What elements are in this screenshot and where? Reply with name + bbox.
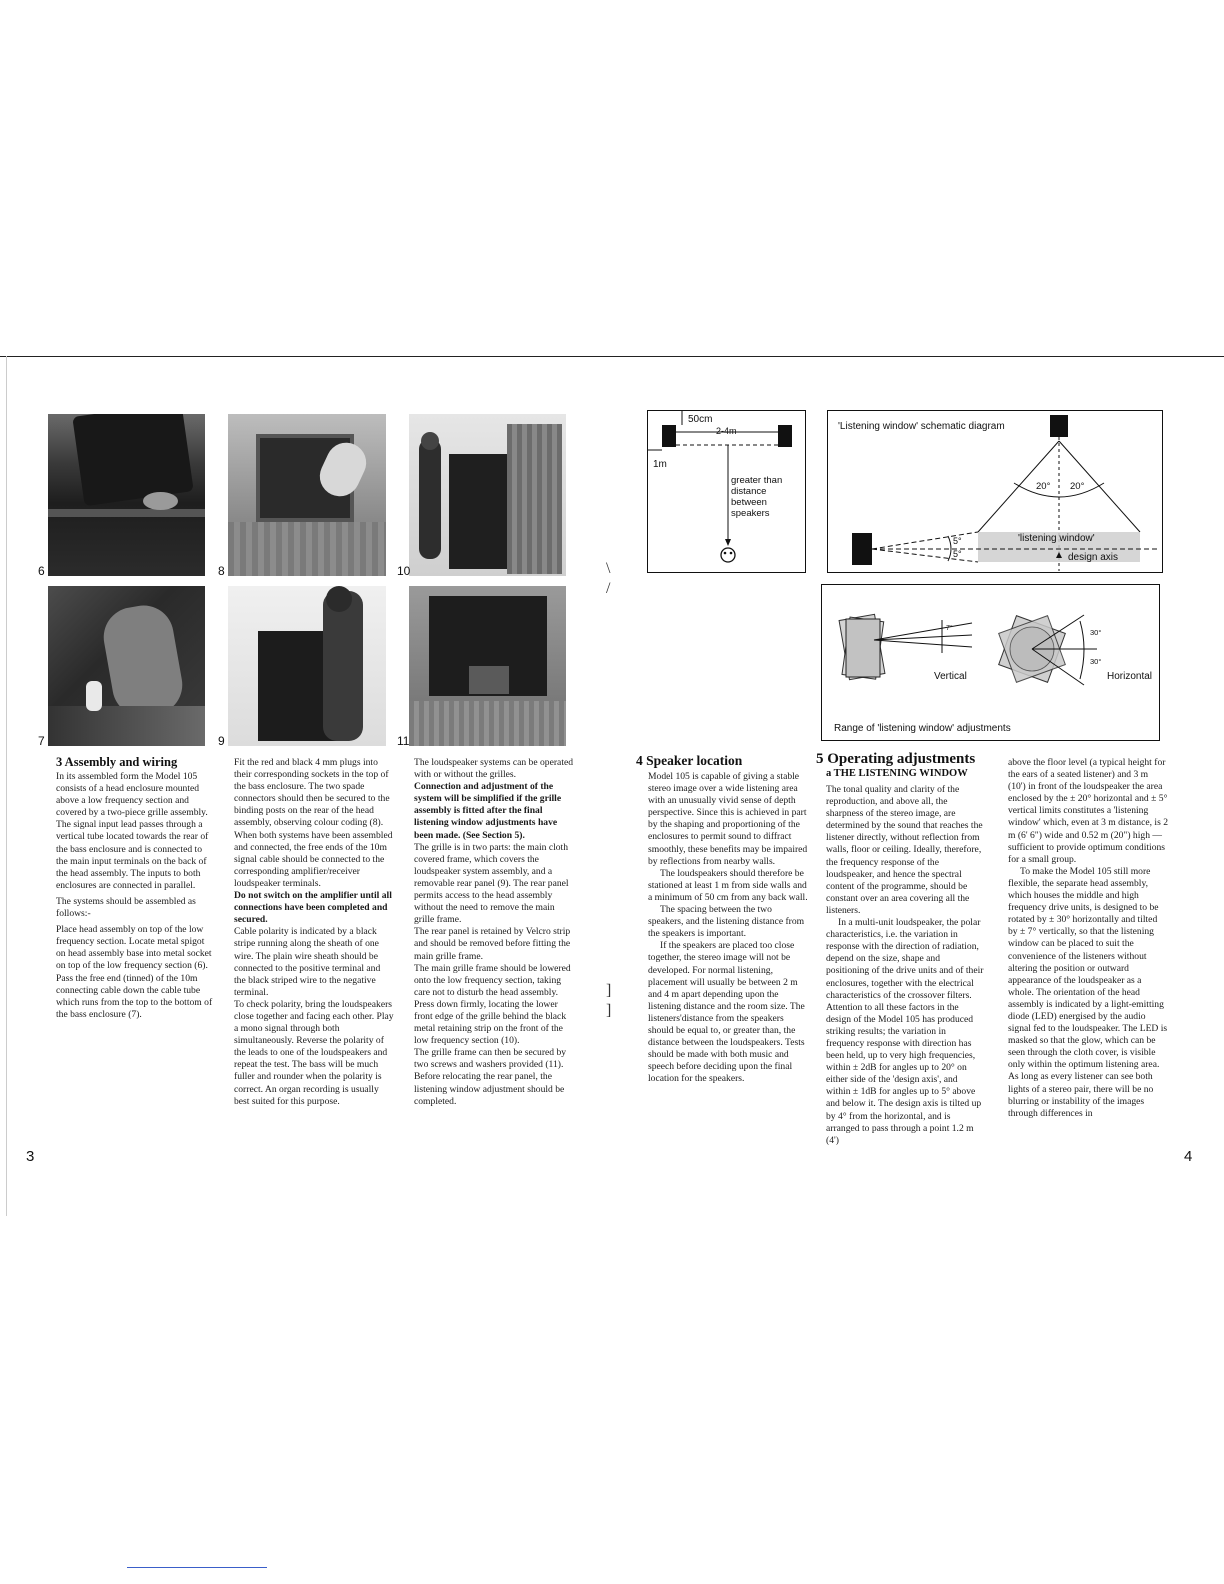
page-number-right: 4: [1184, 1148, 1193, 1165]
range-adjustments-diagram: [821, 584, 1160, 741]
label-greater-distance: [731, 475, 782, 519]
paragraph: Fit the red and black 4 mm plugs into their corresponding sockets in the top of the bass enclosure. The two spade connectors should then be secured to the binding posts on the rear of the head assembly, observing colour coding (8).: [234, 757, 390, 829]
paragraph: The rear panel is retained by Velcro strip and should be removed before fitting the main grille frame.: [414, 926, 571, 962]
paragraph: The tonal quality and clarity of the reproduction, and above all, the sharpness of the stereo image, are determined by the sound that reaches the listener directly, without reflection from walls, floor or ceiling. Ideally, therefore, the frequency response of the loudspeaker, and hence the spectral content of the programme, should be constant over an area covering all the listeners.: [826, 784, 983, 916]
photo-11: [409, 586, 566, 746]
bold-warning: Do not switch on the amplifier until all connections have been completed and secured.: [234, 890, 392, 926]
figure-8-label: 8: [218, 564, 225, 578]
section-4-column: [648, 771, 808, 1085]
angle-right-20: 20°: [1070, 481, 1085, 492]
fold-mark: ]: [606, 1002, 612, 1019]
paragraph: When both systems have been assembled and connected, the free ends of the 10m signal cable should be connected to the corresponding amplifier/receiver loudspeaker terminals.: [234, 829, 393, 889]
angle-vertical-7: 7°: [946, 625, 953, 632]
bottom-link-rule: [127, 1567, 267, 1568]
section-3-heading: 3 Assembly and wiring: [56, 755, 178, 769]
bold-note: Connection and adjustment of the system will be simplified if the grille assembly is fitted after the final listening window adjustments have been made. (See Section 5).: [414, 781, 562, 841]
paragraph: To make the Model 105 still more flexible, the separate head assembly, which houses the middle and high frequency drive units, is designed to be rotated by ± 30° horizontally and tilted by ± 7° vertically, so that the listening window can be placed to suit the convenience of the listeners without altering the position or outward appearance of the loudspeaker as a whole. The orientation of the head assembly is indicated by a light-emitting diode (LED) energised by the audio signal fed to the loudspeaker. The LED is masked so that the glow, which can be seen through the cloth cover, is visible only within the optimum listening area. As long as every listener can see both lights of a stereo pair, there will be no blurring or instability of the images through differences in: [1008, 865, 1168, 1119]
paragraph: Model 105 is capable of giving a stable stereo image over a wide listening area with an unusually vivid sense of depth perspective. Since this is achieved in part by the shaping and proportioning of the enclosures to permit sound to diffract smoothly, these benefits may be impaired by reflections from nearby walls.: [648, 771, 808, 867]
paragraph: The loudspeakers should therefore be stationed at least 1 m from side walls and a minimum of 50 cm from any back wall.: [648, 867, 808, 903]
label-line: distance: [731, 486, 767, 497]
figure-10-label: 10: [397, 564, 411, 578]
listening-window-label: 'listening window': [1018, 533, 1095, 544]
photo-10: [409, 414, 566, 576]
paragraph: above the floor level (a typical height for the ears of a seated listener) and 3 m (10') in front of the loudspeaker the area enclosed by the ± 20° horizontal and ± 5° vertical limits constitutes a 'listening window' which, even at 3 m distance, is 2 m (6' 6") wide and 0.52 m (20") high — sufficient to provide optimum conditions for a small group.: [1008, 757, 1168, 865]
section-4-heading: 4 Speaker location: [636, 753, 743, 768]
figure-9-label: 9: [218, 734, 225, 748]
vertical-label: Vertical: [934, 671, 967, 682]
photo-9: [228, 586, 386, 746]
listening-window-schematic: [827, 410, 1163, 573]
paragraph: If the speakers are placed too close together, the stereo image will not be developed. For normal listening, placement will usually be between 2 m and 4 m apart depending upon the listening distance and the room size. The listeners'distance from the speakers should be equal to, or greater than, the distance between the loudspeakers. Tests should be made with both music and speech before deciding upon the final location for the speakers.: [648, 940, 805, 1085]
section-3-column-1: [56, 771, 214, 1021]
fold-mark: ]: [606, 982, 612, 999]
figure-11-label: 11: [397, 734, 410, 748]
range-caption: Range of 'listening window' adjustments: [834, 723, 1011, 734]
label-line: between: [731, 497, 767, 508]
angle-left-20: 20°: [1036, 481, 1051, 492]
figure-7-label: 7: [38, 734, 45, 748]
paragraph: In its assembled form the Model 105 consists of a head enclosure mounted above a low frequency section and covered by a two-piece grille assembly. The signal input lead passes through a vertical tube located towards the rear of the bass enclosure and is connected to the main input terminals on the back of the head assembly. The inputs to both enclosures are connected in parallel.: [56, 771, 209, 891]
angle-horizontal-30-top: 30°: [1090, 628, 1102, 637]
left-margin-mark: [6, 356, 7, 1216]
paragraph: Pass the free end (tinned) of the 10m connecting cable down the cable tube which runs from the top to the bottom of the bass enclosure (7).: [56, 972, 213, 1020]
paragraph: The grille is in two parts: the main cloth covered frame, which covers the loudspeaker system assembly, and a removable rear panel (9). The rear panel permits access to the head assembly without the need to remove the main grille frame.: [414, 841, 569, 926]
photo-6: [48, 414, 205, 576]
top-rule: [0, 356, 1224, 357]
fold-mark: \: [606, 560, 611, 577]
paragraph: The main grille frame should be lowered onto the low frequency section, taking care not to disturb the head assembly. Press down firmly, locating the lower front edge of the grille behind the black metal retaining strip on the front of the low frequency section (10).: [414, 962, 571, 1047]
paragraph: The systems should be assembled as follows:-: [56, 895, 196, 920]
angle-down-5: 5°: [953, 549, 962, 559]
label-2-4m: 2-4m: [716, 426, 737, 436]
paragraph: In a multi-unit loudspeaker, the polar characteristics, i.e. the variation in response with the direction of radiation, depend on the size, shape and positioning of the drive units and of their enclosures, together with the electrical characteristics of the crossover filters. Attention to all these factors in the design of the Model 105 has produced striking results; the variation in frequency response with direction has been held, up to very high frequencies, within ± 2dB for angles up to 20° on either side of the 'design axis', and within ± 1dB for angles up to 5° above and below it. The design axis is tilted up by 4° from the horizontal, and is arranged to pass through a point 1.2 m (4'): [826, 917, 984, 1146]
page-number-left: 3: [26, 1148, 35, 1165]
label-line: speakers: [731, 508, 770, 519]
photo-8: [228, 414, 386, 576]
range-adjustments-drawing: [822, 585, 1159, 740]
label-line: greater than: [731, 475, 783, 486]
design-axis-label: design axis: [1068, 552, 1119, 563]
horizontal-label: Horizontal: [1107, 671, 1153, 682]
label-50cm: 50cm: [688, 414, 713, 425]
paragraph: Place head assembly on top of the low frequency section. Locate metal spigot on head assembly base into metal socket on top of the low frequency section (6).: [56, 924, 212, 972]
section-5-column-1: [826, 784, 984, 1147]
angle-horizontal-30-bottom: 30°: [1090, 657, 1102, 666]
photo-7: [48, 586, 205, 746]
label-1m: 1m: [653, 459, 667, 470]
section-5-column-2: [1008, 757, 1168, 1120]
speaker-location-diagram: [647, 410, 806, 573]
section-5-subheading: a THE LISTENING WINDOW: [826, 768, 968, 779]
section-3-column-3: [414, 757, 576, 1108]
paragraph: The spacing between the two speakers, and the listening distance from the speakers is important.: [648, 904, 805, 940]
paragraph: To check polarity, bring the loudspeakers close together and facing each other. Play a mono signal through both simultaneously. Reverse the polarity of the leads to one of the loudspeakers and repeat the test. The bass will be much fuller and rounder when the polarity is correct. An organ recording is usually best suited for this purpose.: [234, 998, 394, 1107]
paragraph: The grille frame can then be secured by two screws and washers provided (11). Before relocating the rear panel, the listening window adjustment should be completed.: [414, 1047, 567, 1107]
section-5-heading: 5 Operating adjustments: [816, 751, 976, 767]
schematic-title: 'Listening window' schematic diagram: [838, 421, 1005, 432]
fold-mark: /: [606, 580, 611, 597]
listening-window-drawing: [828, 411, 1162, 572]
section-3-column-2: [234, 757, 394, 1108]
paragraph: Cable polarity is indicated by a black stripe running along the sheath of one wire. The plain wire sheath should be connected to the positive terminal and the black striped wire to the negative terminal.: [234, 926, 381, 998]
angle-up-5: 5°: [953, 536, 962, 546]
paragraph: The loudspeaker systems can be operated with or without the grilles.: [414, 757, 574, 781]
figure-6-label: 6: [38, 564, 45, 578]
